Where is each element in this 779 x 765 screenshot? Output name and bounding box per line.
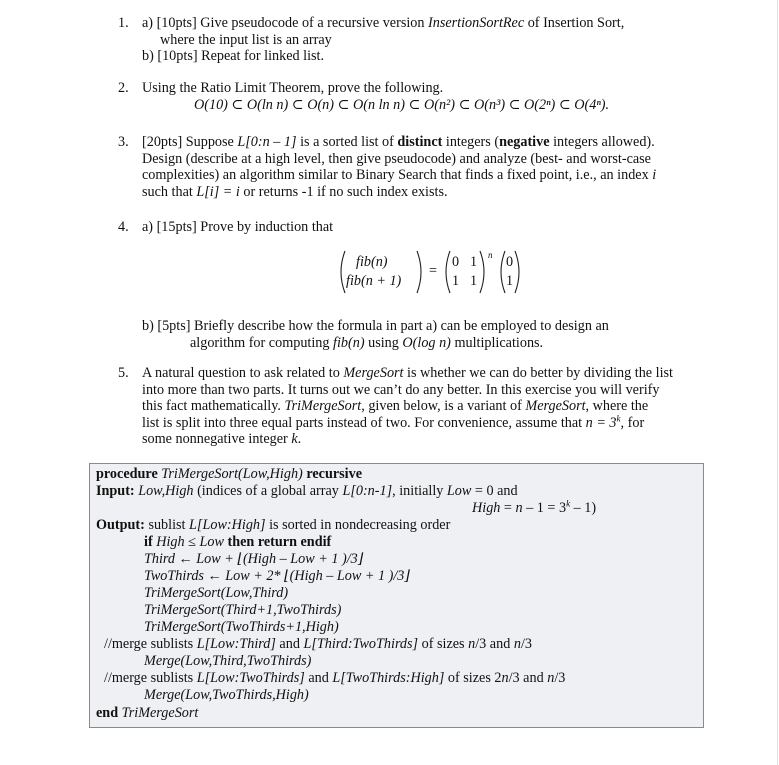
algorithm-name: MergeSort bbox=[525, 398, 586, 414]
math: High bbox=[472, 500, 501, 516]
output-line bbox=[96, 517, 450, 534]
q4-part-b-line-1: b) [5pts] Briefly describe how the formula in part a) can be employed to design an bbox=[142, 318, 609, 334]
text: of sizes 2 bbox=[444, 670, 502, 686]
procedure-name: TriMergeSort(Low,High) bbox=[161, 466, 303, 482]
math: O(log n) bbox=[402, 334, 451, 351]
q5-line-5 bbox=[142, 431, 722, 448]
left-paren bbox=[336, 250, 346, 294]
text: of sizes bbox=[418, 636, 469, 652]
text: /3 and bbox=[508, 670, 548, 686]
text: complexities) an algorithm similar to Binary Search that finds a fixed point, i.e., an index bbox=[142, 167, 653, 183]
merge-comment-2 bbox=[104, 670, 565, 687]
text: integers ( bbox=[442, 134, 500, 150]
math: TriMergeSort(Low,Third) bbox=[144, 585, 289, 601]
text: , given below, is a variant of bbox=[361, 398, 526, 414]
math: L[0:n-1] bbox=[342, 483, 393, 499]
matrix-exponent: n bbox=[488, 250, 493, 260]
q5-line-4 bbox=[142, 412, 722, 432]
math: k bbox=[291, 431, 298, 447]
math: TwoThirds ← Low + 2* ⌊(High – Low + 1 )/3⌋ bbox=[144, 568, 410, 584]
keyword: end bbox=[96, 705, 122, 721]
recursive-call-1 bbox=[144, 585, 288, 602]
math: TriMergeSort(Third+1,TwoThirds) bbox=[144, 602, 342, 618]
procedure-name: TriMergeSort bbox=[121, 705, 199, 721]
math: L[Third:TwoThirds] bbox=[303, 636, 419, 652]
q3-line-1 bbox=[142, 134, 722, 151]
text: multiplications. bbox=[450, 334, 544, 351]
math: L[Low:Third] bbox=[196, 636, 276, 652]
text: . bbox=[297, 431, 302, 447]
text: this fact mathematically. bbox=[142, 398, 285, 414]
math: L[TwoThirds:High] bbox=[332, 670, 445, 686]
question-number: 2. bbox=[118, 80, 129, 96]
math: TriMergeSort(TwoThirds+1,High) bbox=[144, 619, 339, 635]
twothirds-assign bbox=[144, 568, 410, 585]
matrix-cell: 1 bbox=[452, 273, 460, 289]
math: n = 3 bbox=[585, 414, 617, 431]
question-number: 5. bbox=[118, 365, 129, 381]
text: and bbox=[275, 636, 304, 652]
equals-sign: = bbox=[429, 263, 438, 279]
text: , initially bbox=[392, 483, 447, 499]
text: such that bbox=[142, 183, 197, 200]
algorithm-name: MergeSort bbox=[343, 365, 404, 381]
text: [20pts] Suppose bbox=[142, 134, 238, 150]
math: n bbox=[513, 636, 521, 652]
text: A natural question to ask related to bbox=[142, 365, 344, 381]
trimergesort-pseudocode-box bbox=[89, 463, 704, 728]
if-line bbox=[144, 534, 331, 551]
math: i bbox=[652, 167, 657, 183]
third-assign bbox=[144, 551, 363, 568]
text: , where the bbox=[585, 398, 649, 414]
text: integers allowed). bbox=[549, 134, 655, 150]
fib-n: fib(n) bbox=[356, 254, 388, 270]
right-paren bbox=[416, 250, 426, 294]
question-number: 1. bbox=[118, 15, 129, 31]
text: a) [10pts] Give pseudocode of a recursive version bbox=[142, 15, 429, 31]
math: Low,High bbox=[134, 483, 194, 499]
math: High ≤ Low bbox=[156, 534, 224, 550]
math: fib(n) bbox=[333, 334, 365, 351]
math: Low bbox=[446, 483, 472, 499]
text: algorithm for computing bbox=[190, 334, 334, 351]
fib-n-plus-1: fib(n + 1) bbox=[346, 273, 402, 289]
math: Third ← Low + ⌊(High – Low + 1 )/3⌋ bbox=[144, 551, 364, 567]
left-paren bbox=[441, 250, 451, 294]
q4-part-b-line-2 bbox=[142, 335, 722, 352]
math: L[0:n – 1] bbox=[237, 134, 297, 150]
matrix-cell: 1 bbox=[470, 273, 478, 289]
emphasis: distinct bbox=[397, 134, 443, 150]
text: is whether we can do better by dividing the list bbox=[403, 365, 674, 381]
text: , for bbox=[620, 414, 645, 431]
right-paren bbox=[514, 250, 524, 294]
recursive-call-3 bbox=[144, 619, 339, 636]
keyword: recursive bbox=[302, 466, 363, 482]
q3-line-2: Design (describe at a high level, then give pseudocode) and analyze (best- and worst-case bbox=[142, 150, 651, 167]
q3-line-3 bbox=[142, 167, 722, 184]
text: = bbox=[500, 500, 516, 516]
keyword: if bbox=[144, 534, 157, 550]
math: Merge(Low,TwoThirds,High) bbox=[144, 687, 309, 703]
vector-cell: 1 bbox=[506, 273, 514, 289]
q3-line-4 bbox=[142, 184, 722, 201]
math: k bbox=[566, 498, 571, 509]
q1-part-a-cont: where the input list is an array bbox=[160, 31, 332, 48]
merge-comment-1 bbox=[104, 636, 532, 653]
procedure-header bbox=[96, 466, 362, 483]
question-number: 3. bbox=[118, 134, 129, 150]
matrix-cell: 0 bbox=[452, 254, 460, 270]
text: or returns -1 if no such index exists. bbox=[239, 183, 448, 200]
text: using bbox=[364, 334, 403, 351]
text: = 0 and bbox=[471, 483, 518, 499]
math: n bbox=[501, 670, 509, 686]
q1-part-a bbox=[142, 15, 722, 32]
merge-call-1 bbox=[144, 653, 311, 670]
q5-line-3 bbox=[142, 398, 722, 415]
text: of Insertion Sort, bbox=[524, 15, 625, 31]
text: (indices of a global array bbox=[193, 483, 343, 499]
text: and bbox=[304, 670, 333, 686]
text: is sorted in nondecreasing order bbox=[265, 517, 451, 533]
keyword: Output: bbox=[96, 517, 145, 533]
end-line bbox=[96, 705, 198, 722]
math: n bbox=[468, 636, 476, 652]
q1-part-b: b) [10pts] Repeat for linked list. bbox=[142, 48, 325, 64]
question-number: 4. bbox=[118, 219, 129, 235]
keyword: procedure bbox=[96, 466, 162, 482]
keyword: Input: bbox=[96, 483, 135, 499]
math: n bbox=[547, 670, 555, 686]
merge-call-2 bbox=[144, 687, 309, 704]
text: //merge sublists bbox=[104, 636, 197, 652]
emphasis: negative bbox=[499, 134, 550, 150]
math: L[Low:TwoThirds] bbox=[196, 670, 305, 686]
recursive-call-2 bbox=[144, 602, 341, 619]
math: k bbox=[616, 412, 621, 423]
vector-cell: 0 bbox=[506, 254, 514, 270]
keyword: then return endif bbox=[223, 534, 332, 550]
q5-line-1 bbox=[142, 365, 722, 382]
text: list is split into three equal parts instead of two. For convenience, assume that bbox=[142, 414, 586, 431]
text: sublist bbox=[144, 517, 190, 533]
text: some nonnegative integer bbox=[142, 431, 292, 447]
function-name: InsertionSortRec bbox=[428, 15, 525, 31]
text: /3 and bbox=[475, 636, 514, 652]
algorithm-name: TriMergeSort bbox=[284, 398, 362, 414]
text: /3 bbox=[554, 670, 566, 686]
math: Merge(Low,Third,TwoThirds) bbox=[144, 653, 312, 669]
q2-text: Using the Ratio Limit Theorem, prove the following. bbox=[142, 80, 444, 96]
math: n bbox=[515, 500, 523, 516]
q5-line-2: into more than two parts. It turns out we can’t do any better. In this exercise you will verify bbox=[142, 381, 660, 398]
text: is a sorted list of bbox=[296, 134, 398, 150]
input-line bbox=[96, 483, 518, 500]
text: – 1) bbox=[570, 500, 597, 516]
text: //merge sublists bbox=[104, 670, 197, 686]
left-paren bbox=[496, 250, 506, 294]
text: – 1 = 3 bbox=[522, 500, 567, 516]
math: L[i] = i bbox=[196, 183, 240, 200]
matrix-cell: 1 bbox=[470, 254, 478, 270]
text: /3 bbox=[520, 636, 532, 652]
math: L[Low:High] bbox=[189, 517, 266, 533]
q2-complexity-chain: O(10) ⊂ O(ln n) ⊂ O(n) ⊂ O(n ln n) ⊂ O(n²) ⊂ O(n³) ⊂ O(2ⁿ) ⊂ O(4ⁿ). bbox=[194, 96, 610, 113]
input-line-2 bbox=[472, 500, 596, 517]
q4-part-a: a) [15pts] Prove by induction that bbox=[142, 219, 334, 235]
